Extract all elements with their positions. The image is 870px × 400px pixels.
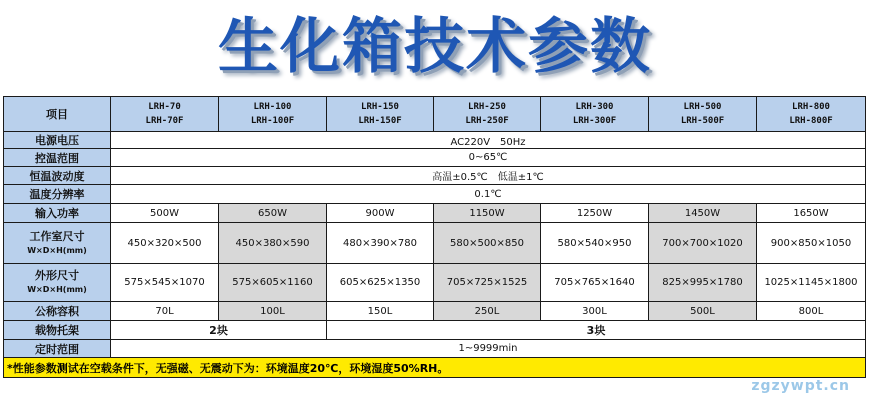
model-header: LRH-500 LRH-500F bbox=[649, 97, 757, 132]
value-cell: 1150W bbox=[434, 204, 541, 223]
value-cell: 3块 bbox=[327, 321, 866, 340]
value-cell: 2块 bbox=[111, 321, 327, 340]
row-power-supply bbox=[4, 132, 866, 149]
model-header: LRH-150 LRH-150F bbox=[327, 97, 434, 132]
value-cell: 705×725×1525 bbox=[434, 264, 541, 302]
row-label: 外形尺寸 W×D×H(mm) bbox=[4, 264, 111, 302]
value-cell: 1650W bbox=[757, 204, 866, 223]
row-label: 工作室尺寸 W×D×H(mm) bbox=[4, 223, 111, 264]
row-volume bbox=[4, 302, 866, 321]
row-temp-res bbox=[4, 185, 866, 204]
row-label: 公称容积 bbox=[4, 302, 111, 321]
value-cell: 1025×1145×1800 bbox=[757, 264, 866, 302]
model-header: LRH-800 LRH-800F bbox=[757, 97, 866, 132]
value-cell: 450×380×590 bbox=[219, 223, 327, 264]
value-cell: 1450W bbox=[649, 204, 757, 223]
value-cell: 480×390×780 bbox=[327, 223, 434, 264]
spec-table-container bbox=[3, 96, 865, 378]
value-cell: 300L bbox=[541, 302, 649, 321]
value-cell: 575×605×1160 bbox=[219, 264, 327, 302]
row-input-power bbox=[4, 204, 866, 223]
value-cell: 900W bbox=[327, 204, 434, 223]
value-cell: 800L bbox=[757, 302, 866, 321]
value-cell: 250L bbox=[434, 302, 541, 321]
value-cell: 705×765×1640 bbox=[541, 264, 649, 302]
row-value: 高温±0.5℃ 低温±1℃ bbox=[111, 167, 866, 185]
header-label: 项目 bbox=[4, 97, 111, 132]
row-timer bbox=[4, 340, 866, 358]
row-value: 0.1℃ bbox=[111, 185, 866, 204]
row-shelves bbox=[4, 321, 866, 340]
value-cell: 100L bbox=[219, 302, 327, 321]
value-cell: 580×500×850 bbox=[434, 223, 541, 264]
page-title: 生化箱技术参数 bbox=[218, 12, 652, 82]
row-label: 温度分辨率 bbox=[4, 185, 111, 204]
model-header: LRH-250 LRH-250F bbox=[434, 97, 541, 132]
row-label: 载物托架 bbox=[4, 321, 111, 340]
row-label: 控温范围 bbox=[4, 149, 111, 167]
model-header: LRH-300 LRH-300F bbox=[541, 97, 649, 132]
row-label: 输入功率 bbox=[4, 204, 111, 223]
header-row bbox=[4, 97, 866, 132]
spec-table bbox=[3, 96, 866, 378]
value-cell: 825×995×1780 bbox=[649, 264, 757, 302]
value-cell: 580×540×950 bbox=[541, 223, 649, 264]
value-cell: 605×625×1350 bbox=[327, 264, 434, 302]
value-cell: 150L bbox=[327, 302, 434, 321]
row-outer-size bbox=[4, 264, 866, 302]
row-label: 定时范围 bbox=[4, 340, 111, 358]
row-label: 电源电压 bbox=[4, 132, 111, 149]
row-temp-fluct bbox=[4, 167, 866, 185]
model-header: LRH-70 LRH-70F bbox=[111, 97, 219, 132]
row-temp-range bbox=[4, 149, 866, 167]
value-cell: 575×545×1070 bbox=[111, 264, 219, 302]
row-value: 0~65℃ bbox=[111, 149, 866, 167]
value-cell: 500L bbox=[649, 302, 757, 321]
model-header: LRH-100 LRH-100F bbox=[219, 97, 327, 132]
value-cell: 650W bbox=[219, 204, 327, 223]
footnote-row bbox=[4, 358, 866, 378]
value-cell: 500W bbox=[111, 204, 219, 223]
row-value: AC220V 50Hz bbox=[111, 132, 866, 149]
watermark: zgzywpt.cn bbox=[751, 378, 850, 394]
row-value: 1~9999min bbox=[111, 340, 866, 358]
value-cell: 700×700×1020 bbox=[649, 223, 757, 264]
row-label: 恒温波动度 bbox=[4, 167, 111, 185]
footnote: *性能参数测试在空载条件下，无强磁、无震动下为：环境温度20℃，环境湿度50%RH。 bbox=[4, 358, 866, 378]
value-cell: 1250W bbox=[541, 204, 649, 223]
value-cell: 900×850×1050 bbox=[757, 223, 866, 264]
value-cell: 70L bbox=[111, 302, 219, 321]
value-cell: 450×320×500 bbox=[111, 223, 219, 264]
row-chamber-size bbox=[4, 223, 866, 264]
